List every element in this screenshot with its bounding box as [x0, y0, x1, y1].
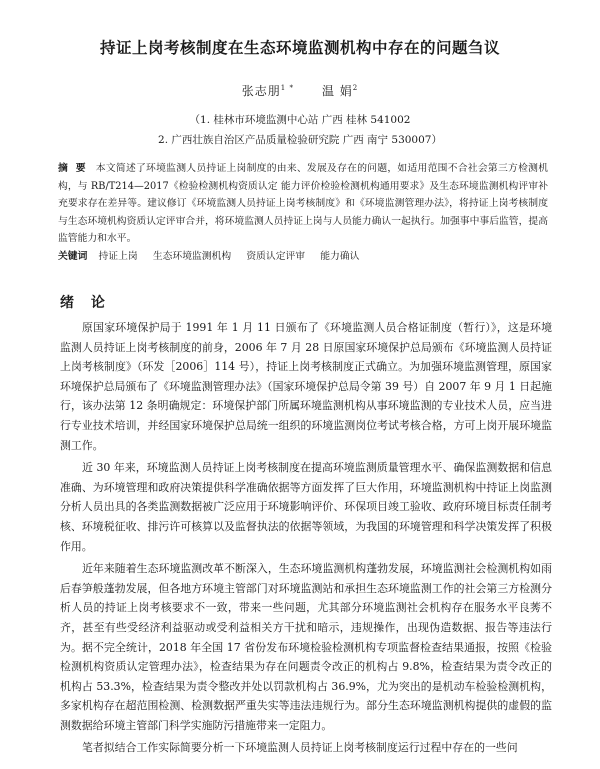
author-mark: 2: [352, 84, 359, 92]
keyword: 生态环境监测机构: [152, 251, 232, 262]
keyword: 能力确认: [320, 251, 360, 262]
paper-title: 持证上岗考核制度在生态环境监测机构中存在的问题刍议: [99, 38, 500, 57]
affiliation-line: 2. 广西壮族自治区产品质量检验研究院 广西 南宁 530007）: [158, 134, 442, 146]
body-text: [60, 318, 552, 761]
author-name: 温 娟: [321, 84, 353, 98]
author-line: [0, 82, 600, 99]
keywords-label: 关键词: [58, 251, 88, 262]
affiliations: [0, 110, 600, 150]
author-name: 张志朋: [241, 84, 281, 98]
abstract-label: 摘 要: [58, 163, 88, 174]
author-mark: 1 *: [280, 84, 294, 92]
keywords: [58, 248, 548, 265]
abstract: [58, 160, 548, 248]
paragraph: 近年来随着生态环境监测改革不断深入，生态环境监测机构蓬勃发展，环境监测社会检测机构如雨后春笋般蓬勃发展，但各地方环境主管部门对环境监测站和承担生态环境监测工作的社会第三方检测分析人员的持证上岗考核要求不一致，带来一些问题，尤其部分环境监测社会机构存在服务水平良莠不齐，甚至有些受经济利益驱动或受利益相关方干扰和暗示，违规操作，出现伪造数据、报告等违法行为。据不完全统计，2018 年全国 17 省份发布环境检验检测机构专项监督检查结果通报，按照《检验检测机构资质认定管理办法》，检查结果为存在问题责令改正的机构占 9.8%，检查结果为责令改正的机构占 53.3%，检查结果为责令整改并处以罚款机构占 36.9%，尤为突出的是机动车检验检测机构，多家机构存在超范围检测、检测数据严重失实等违法违规行为。部分生态环境监测机构提供的虚假的监测数据给环境主管部门科学实施防污措施带来一定阻力。: [60, 562, 552, 732]
paragraph: 近 30 年来，环境监测人员持证上岗考核制度在提高环境监测质量管理水平、确保监测数据和信息准确、为环境管理和政府决策提供科学准确依据等方面发挥了巨大作用，环境监测机构中持证上岗监测分析人员出具的各类监测数据被广泛应用于环境影响评价、环保项目竣工验收、政府环境目标责任制考核、环境税征收、排污许可核算以及监督执法的依据等领域，为我国的环境管理和科学决策发挥了积极作用。: [60, 461, 552, 553]
keyword: 资质认定评审: [246, 251, 306, 262]
section-heading: 绪 论: [60, 295, 111, 311]
paragraph: 笔者拟结合工作实际简要分析一下环境监测人员持证上岗考核制度运行过程中存在的一些问: [82, 741, 518, 755]
paragraph: 原国家环境保护局于 1991 年 1 月 11 日颁布了《环境监测人员合格证制度（暂行）》，这是环境监测人员持证上岗考核制度的前身，2006 年 7 月 28 日原国家环境保护总局颁布《环境监测人员持证上岗考核制度》（环发［2006］114 号），持证上岗考核制度正式确立。为加强环境监测管理，原国家环境保护总局颁布了《环境监测管理办法》（国家环境保护总局令第 39 号）自 2007 年 9 月 1 日起施行，该办法第 12 条明确规定：环境保护部门所属环境监测机构从事环境监测的专业技术人员，应当进行专业技术培训，并经国家环境保护总局统一组织的环境监测岗位考试考核合格，方可上岗开展环境监测工作。: [60, 321, 552, 452]
keyword: 持证上岗: [98, 251, 138, 262]
abstract-text: 本文简述了环境监测人员持证上岗制度的由来、发展及存在的问题，如适用范围不合社会第三方检测机构，与 RB/T214—2017《检验检测机构资质认定 能力评价检验检测机构通用要求》及生态环境监测机构评审补充要求存在差异等。建议修订《环境监测人员持证上岗考核制度》和《环境监测管理办法》，将持证上岗考核制度与生态环境机构资质认定评审合并，将环境监测人员持证上岗与人员能力确认一起执行。加强事中事后监管，提高监管能力和水平。: [58, 163, 548, 245]
affiliation-line: （1. 桂林市环境监测中心站 广西 桂林 541002: [189, 114, 411, 126]
